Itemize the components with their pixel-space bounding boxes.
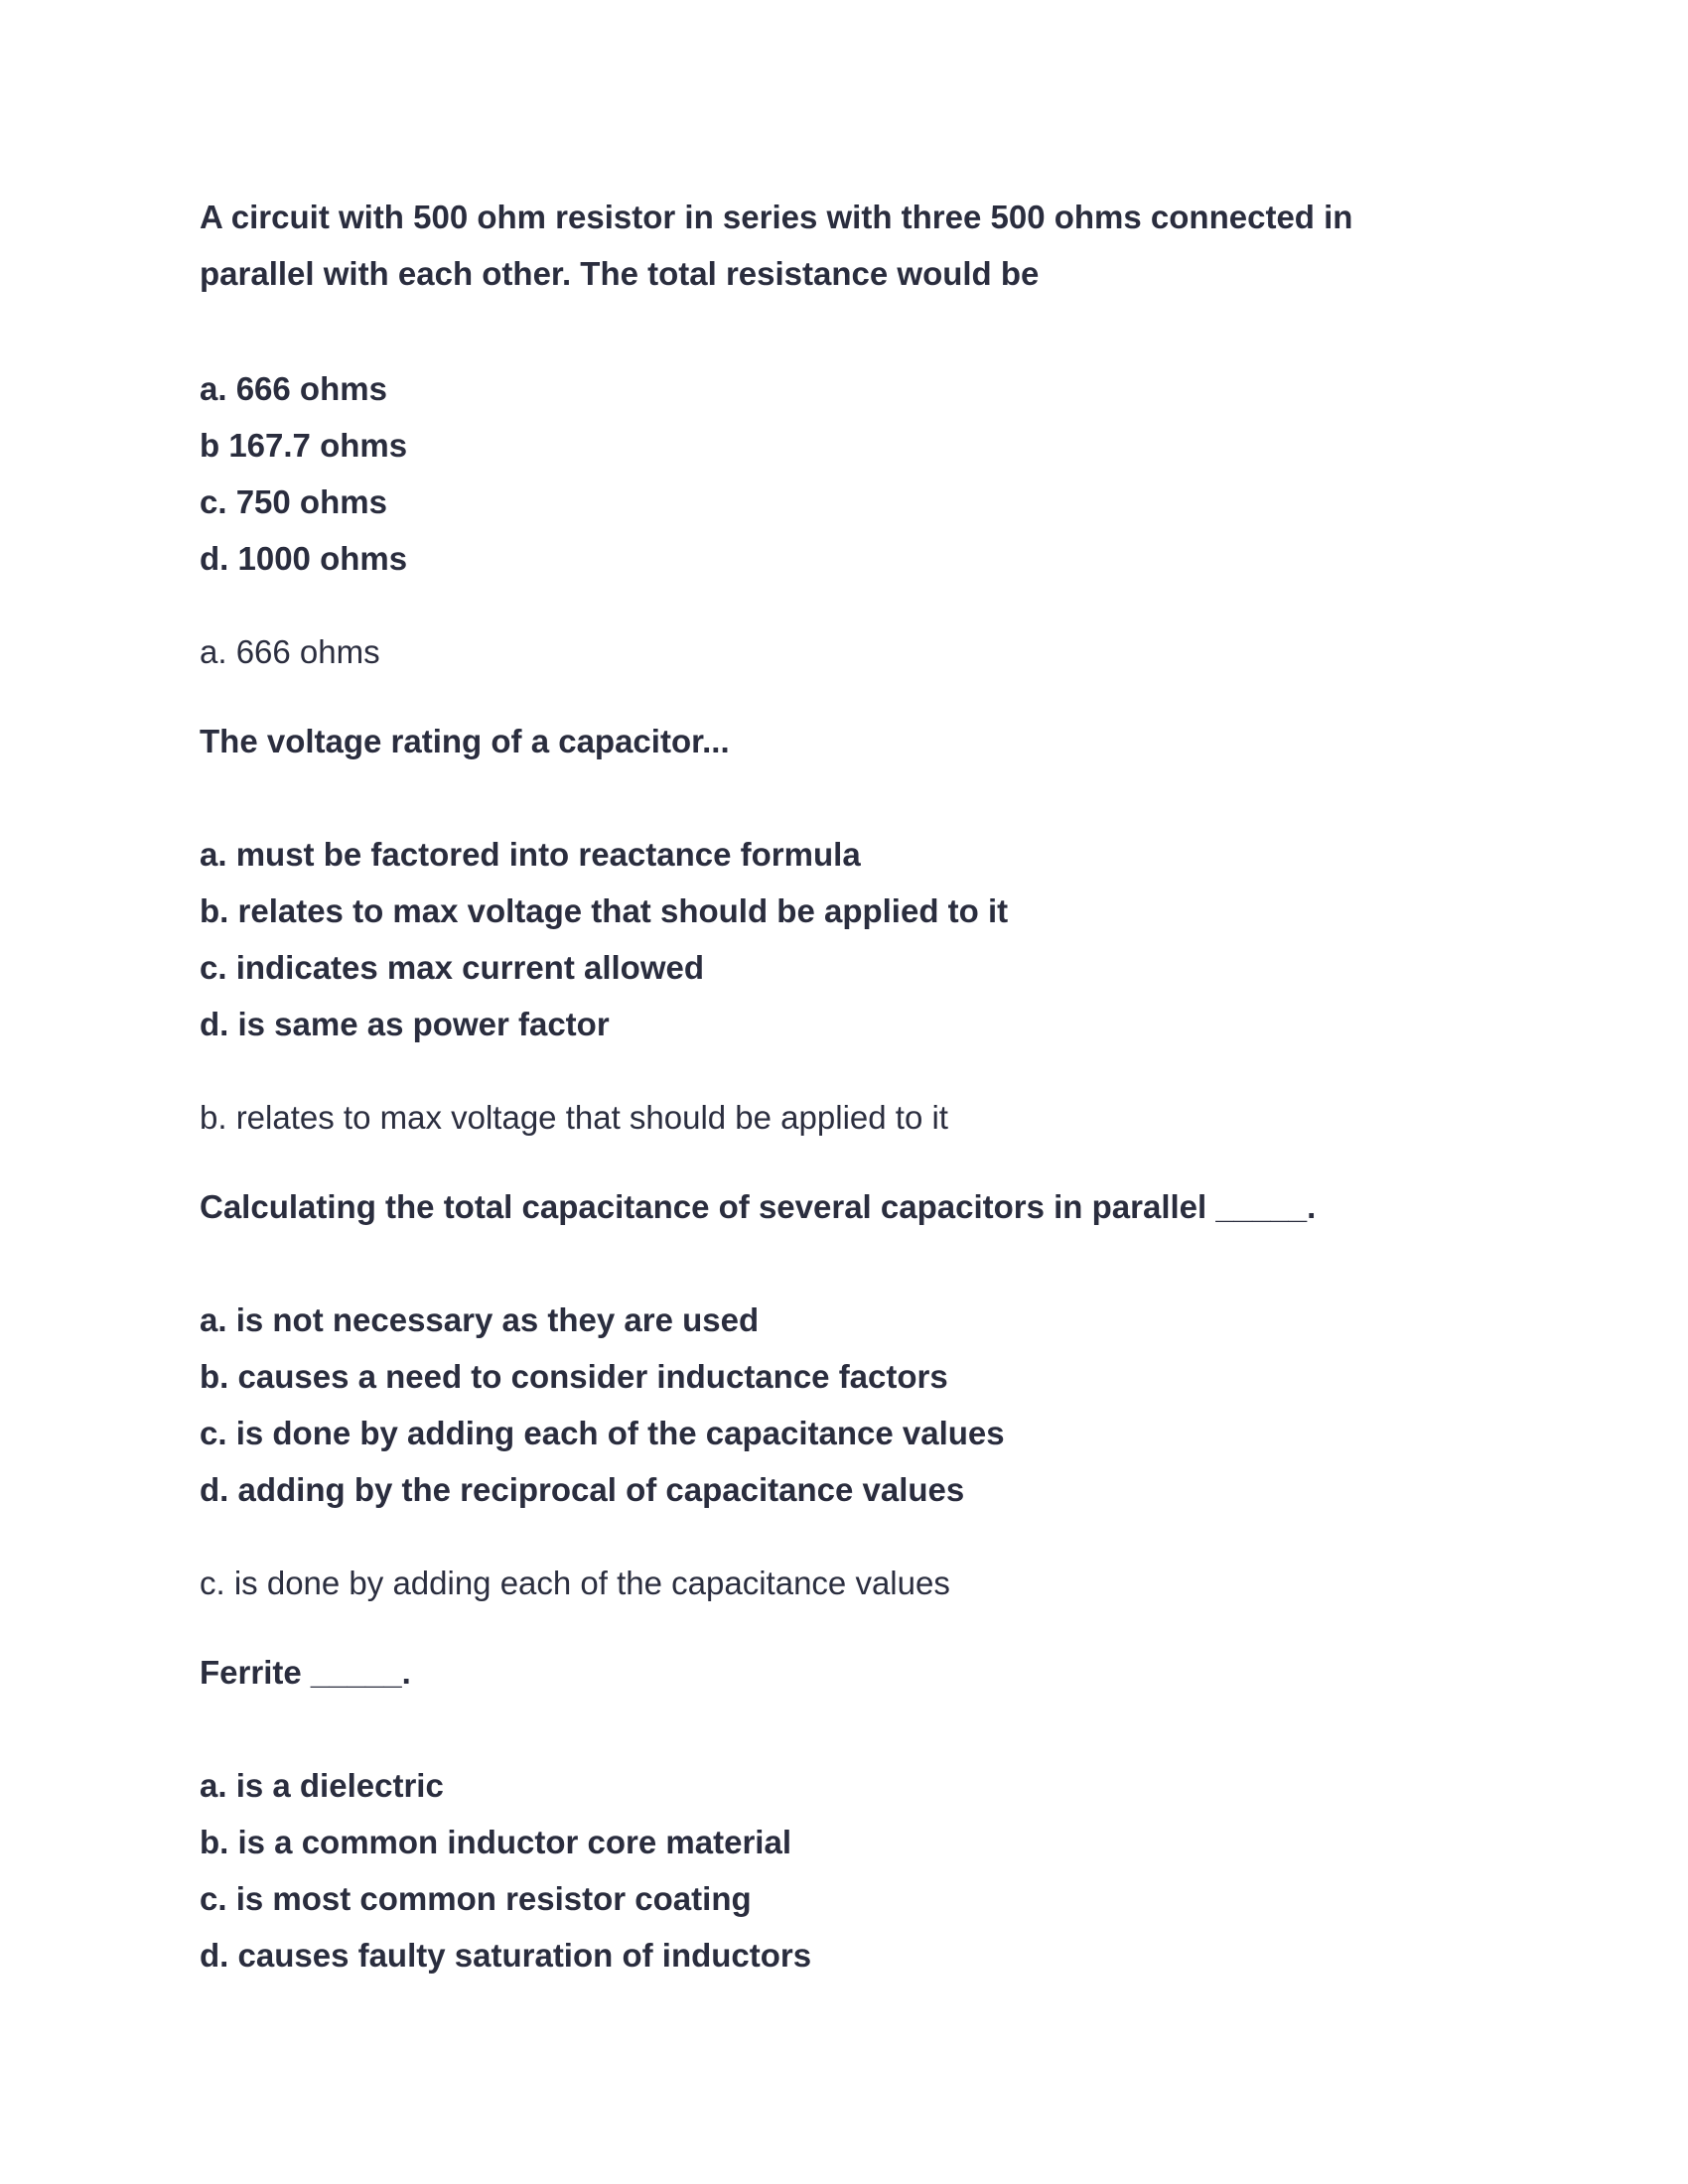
- option-d: d. 1000 ohms: [200, 540, 408, 577]
- answer-text: b. relates to max voltage that should be applied to it: [200, 1099, 948, 1136]
- option-d: d. causes faulty saturation of inductors: [200, 1937, 812, 1974]
- question-block-3: [200, 1178, 1490, 1611]
- question-block-2: [200, 713, 1490, 1146]
- option-d: d. adding by the reciprocal of capacitance values: [200, 1471, 965, 1508]
- question-block-4: [200, 1644, 1490, 1983]
- options-list: [200, 826, 1490, 1052]
- option-b: b. relates to max voltage that should be applied to it: [200, 892, 1009, 929]
- option-c: c. is most common resistor coating: [200, 1880, 752, 1917]
- option-c: c. is done by adding each of the capacitance values: [200, 1415, 1005, 1451]
- option-a: a. is not necessary as they are used: [200, 1301, 760, 1338]
- option-d: d. is same as power factor: [200, 1006, 610, 1042]
- option-a: a. is a dielectric: [200, 1767, 444, 1804]
- answer-text: c. is done by adding each of the capacitance values: [200, 1565, 950, 1601]
- option-b: b 167.7 ohms: [200, 427, 408, 464]
- option-c: c. 750 ohms: [200, 483, 387, 520]
- question-text: A circuit with 500 ohm resistor in series with three 500 ohms connected in parallel with each other. The total resistance would be: [200, 199, 1362, 292]
- option-a: a. 666 ohms: [200, 370, 387, 407]
- answer-text: a. 666 ohms: [200, 633, 380, 670]
- option-a: a. must be factored into reactance formula: [200, 836, 861, 873]
- options-list: [200, 1292, 1490, 1518]
- question-block-1: [200, 189, 1490, 680]
- option-c: c. indicates max current allowed: [200, 949, 705, 986]
- document-page: [200, 189, 1490, 1983]
- options-list: [200, 1757, 1490, 1983]
- question-text: The voltage rating of a capacitor...: [200, 723, 730, 759]
- question-text: Ferrite _____.: [200, 1654, 411, 1691]
- option-b: b. is a common inductor core material: [200, 1824, 791, 1860]
- question-text: Calculating the total capacitance of several capacitors in parallel _____.: [200, 1188, 1317, 1225]
- options-list: [200, 360, 1490, 587]
- option-b: b. causes a need to consider inductance factors: [200, 1358, 948, 1395]
